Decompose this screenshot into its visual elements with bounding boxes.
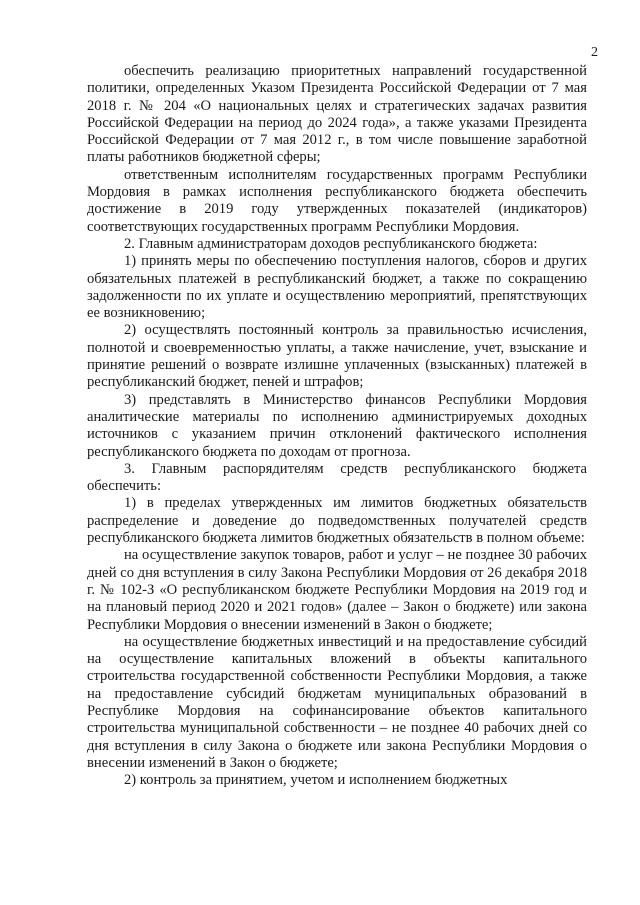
- paragraph-investments: на осуществление бюджетных инвестиций и на предоставление субсидий на осуществление капитальных вложений в объекты капитального строительства государственной собственности Республики Мордовия, а также на предоставление субсидий бюджетам муниципальных образований в Республике Мордовия на софинансирование объектов капитального строительства муниципальной собственности – не позднее 40 рабочих дней со дня вступления в силу Закона о бюджете или закона Республики Мордовия о внесении изменений в Закон о бюджете;: [87, 633, 587, 771]
- paragraph-priority-directions: обеспечить реализацию приоритетных направлений государственной политики, определенных Указом Президента Российской Федерации от 7 мая 2018 г. № 204 «О национальных целях и стратегических задачах развития Российской Федерации на период до 2024 года», а также указами Президента Российской Федерации от 7 мая 2012 г., в том числе повышение заработной платы работников бюджетной сферы;: [87, 63, 587, 166]
- paragraph-procurement: на осуществление закупок товаров, работ и услуг – не позднее 30 рабочих дней со дня вступления в силу Закона Республики Мордовия от 26 декабря 2018 г. № 102-З «О республиканском бюджете Республики Мордовия на 2019 год и на плановый период 2020 и 2021 годов» (далее – Закон о бюджете) или закона Республики Мордовия о внесении изменений в Закон о бюджете;: [87, 547, 587, 633]
- paragraph-3-item-2: 2) контроль за принятием, учетом и исполнением бюджетных: [124, 772, 508, 789]
- paragraph-section-3-heading: 3. Главным распорядителям средств республиканского бюджета обеспечить:: [87, 460, 587, 495]
- paragraph-state-programs: ответственным исполнителям государственных программ Республики Мордовия в рамках исполнения республиканского бюджета обеспечить достижение в 2019 году утвержденных показателей (индикаторов) соответствующих государственных программ Республики Мордовия.: [87, 166, 587, 235]
- paragraph-3-item-1: 1) в пределах утвержденных им лимитов бюджетных обязательств распределение и доведение до подведомственных получателей средств республиканского бюджета лимитов бюджетных обязательств в полном объеме:: [87, 495, 587, 547]
- document-body: [87, 63, 587, 789]
- paragraph-2-item-2: 2) осуществлять постоянный контроль за правильностью исчисления, полнотой и своевременностью уплаты, а также начисление, учет, взыскание и принятие решений о возврате излишне уплаченных (взысканных) платежей в республиканский бюджет, пеней и штрафов;: [87, 322, 587, 391]
- page-number: 2: [591, 45, 598, 60]
- paragraph-2-item-3: 3) представлять в Министерство финансов Республики Мордовия аналитические материалы по исполнению администрируемых доходных источников с указанием причин отклонений фактического исполнения республиканского бюджета по доходам от прогноза.: [87, 391, 587, 460]
- paragraph-section-2-heading: 2. Главным администраторам доходов республиканского бюджета:: [124, 235, 538, 252]
- paragraph-2-item-1: 1) принять меры по обеспечению поступления налогов, сборов и других обязательных платежей в республиканский бюджет, а также по сокращению задолженности по их уплате и осуществлению мероприятий, препятствующих ее возникновению;: [87, 253, 587, 322]
